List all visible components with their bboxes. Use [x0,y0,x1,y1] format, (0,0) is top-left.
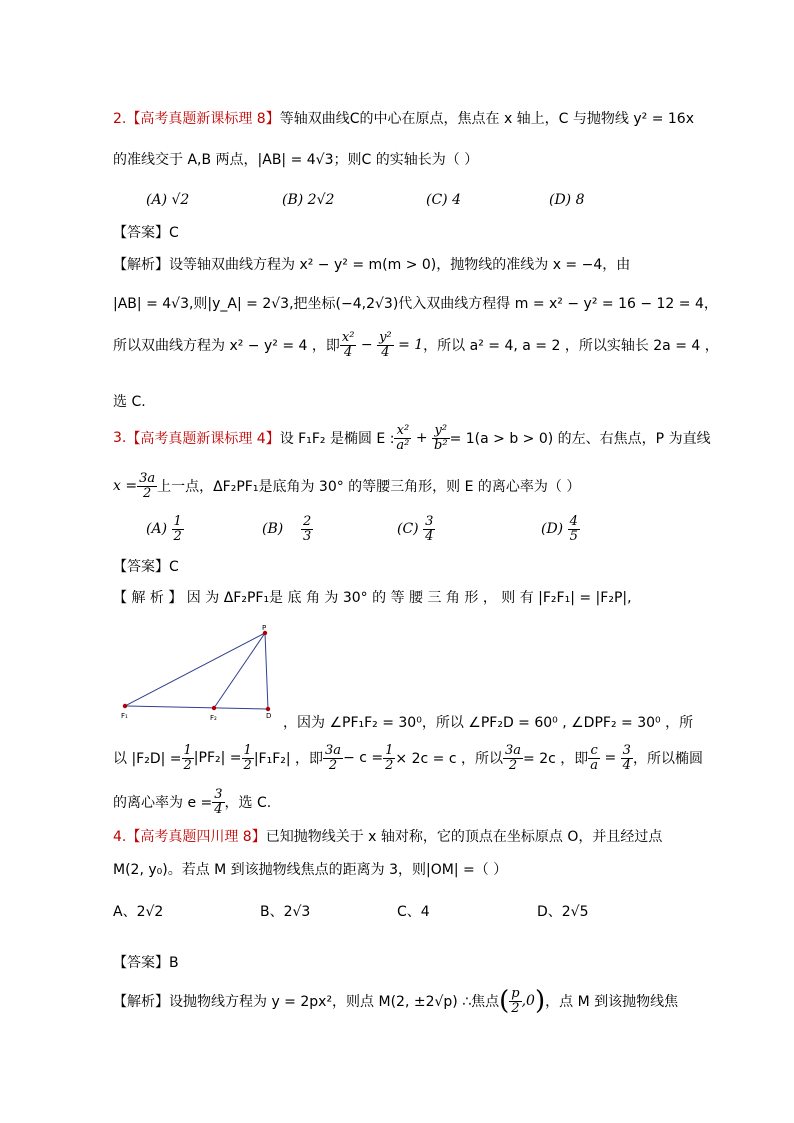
fraction-y2-over-b2 [432,424,450,452]
q4-header [113,826,662,846]
point-f1 [123,704,127,708]
q3-exp3-b: |PF₂| = [193,750,242,767]
frac-den: 3 [303,528,312,544]
frac-num: 3 [214,787,223,802]
q2-option-a[interactable]: (A) √2 [146,192,190,208]
fraction-c-over-a [588,744,600,772]
q2-source: 【高考真题新课标理 8】 [126,111,280,127]
q3-stem-line1-b: = 1(a > b > 0) 的左、右焦点，P 为直线 [449,431,711,448]
fraction-3-over-4 [621,744,633,772]
line-f1-p [125,633,265,706]
option-label: (B) [262,521,284,538]
q2-option-b[interactable]: (B) 2√2 [282,192,335,208]
fraction-3a-over-2 [137,472,157,500]
q3-header [113,424,711,452]
frac-den: a² [396,437,410,453]
line-p-d [265,633,268,709]
q3-stem-line2 [113,472,580,500]
q3-explanation-line2: ，因为 ∠PF₁F₂ = 30⁰，所以 ∠PF₂D = 60⁰ , ∠DPF₂ = 30⁰ ，所 [283,715,694,731]
q3-option-d[interactable] [541,515,580,543]
frac-num: 3a [325,743,342,758]
frac-num: 1 [183,743,192,758]
frac-den: 2 [173,528,182,544]
frac-den: 4 [214,801,223,817]
label-f1: F₁ [121,712,128,720]
minus-sign: − [356,337,378,354]
fraction-3a-over-2 [503,744,523,772]
q3-explanation-line4 [113,788,271,816]
plus-sign: + [411,430,433,447]
point-d [266,707,270,711]
point-f2 [212,706,216,710]
frac-den: 4 [622,757,631,773]
q2-stem-line2: 的准线交于 A,B 两点，|AB| = 4√3；则C 的实轴长为（ ） [113,152,479,168]
equals-one: = 1 [393,337,424,354]
q3-option-b[interactable] [262,515,313,543]
q2-number: 2. [113,111,127,127]
q3-explanation-line3 [113,744,703,772]
q4-exp1-a: 【解析】设抛物线方程为 y = 2px²，则点 M(2, ±2√p) ∴焦点 [113,994,500,1010]
frac-num: y² [379,330,392,345]
frac-den: 2 [508,757,518,773]
equals-sign: = [600,750,621,767]
fraction-x2-over-a2 [394,424,411,452]
frac-num: 3a [504,743,522,758]
q2-explanation-line1: 【解析】设等轴双曲线方程为 x² − y² = m(m > 0)，抛物线的准线为 x = −4，由 [113,257,631,273]
q2-answer: 【答案】C [113,225,179,241]
option-fraction [172,515,184,543]
label-p: P [262,624,267,632]
option-label: (A) [146,521,168,538]
fraction-x2-over-4 [340,331,357,359]
q2-header [113,108,694,128]
q3-exp3-a: 以 |F₂D| = [113,751,182,768]
frac-num: 4 [569,514,578,529]
frac-den: 2 [243,757,252,773]
q2-option-c[interactable]: (C) 4 [426,192,461,208]
frac-num: c [588,744,600,759]
option-label: (D) [541,521,564,538]
q4-option-d[interactable]: D、2√5 [537,904,589,920]
q4-option-a[interactable]: A、2√2 [113,904,164,920]
q3-exp3-c: |F₁F₂| ，即 [253,751,324,768]
q3-source: 【高考真题新课标理 4】 [126,431,280,448]
fraction-1-over-2 [242,744,254,772]
frac-den: 2 [183,757,192,773]
left-paren: ( [499,986,510,1016]
q3-stem-line2-a: x = [113,478,138,495]
q3-explanation-line1: 【 解 析 】 因 为 ΔF₂PF₁是 底 角 为 30° 的 等 腰 三 角 形 ， 则 有 |F₂F₁| = |F₂P|, [113,590,632,606]
q3-exp3-g: ，所以椭圆 [632,751,703,768]
q2-exp3-text-a: 所以双曲线方程为 x² − y² = 4 ，即 [113,338,340,355]
frac-den: 2 [142,485,152,501]
q3-option-a[interactable] [146,515,184,543]
frac-den: b² [434,437,448,453]
q3-exp4-a: 的离心率为 e = [113,795,213,812]
fraction-3a-over-2 [323,744,343,772]
q4-exp1-b: ，点 M 到该抛物线焦 [545,994,679,1010]
q2-stem-line1: 等轴双曲线C的中心在原点，焦点在 x 轴上，C 与抛物线 y² = 16x [279,111,694,127]
line-f2-p [214,633,265,708]
frac-den: 4 [425,528,434,544]
q3-stem-line1-a: 设 F₁F₂ 是椭圆 E : [279,431,395,448]
q4-number: 4. [113,829,127,845]
q3-number: 3. [113,430,127,447]
frac-den: 4 [344,344,353,360]
q3-option-c[interactable] [397,515,435,543]
option-fraction [568,515,580,543]
frac-num: 3a [139,471,156,486]
q2-explanation-line3 [113,331,719,359]
q3-exp3-f: = 2c ，即 [523,751,589,768]
frac-num: 3 [622,743,631,758]
fraction-1-over-2 [383,744,395,772]
frac-num: x² [394,424,411,439]
frac-num: 2 [303,514,312,529]
q4-stem-line1: 已知抛物线关于 x 轴对称，它的顶点在坐标原点 O，并且经过点 [265,829,663,845]
fraction-3-over-4 [212,788,224,816]
q2-explanation-line2: |AB| = 4√3,则|y_A| = 2√3,把坐标(−4,2√3)代入双曲线方程得 m = x² − y² = 16 − 12 = 4， [113,296,718,312]
q4-option-b[interactable]: B、2√3 [260,904,311,920]
fraction-p-over-2 [509,987,521,1015]
option-fraction [301,515,313,543]
q3-stem-line2-b: 上一点，ΔF₂PF₁是底角为 30° 的等腰三角形，则 E 的离心率为（ ） [157,479,581,496]
frac-num: 3 [425,514,434,529]
comma-zero: ,0 [521,993,535,1009]
label-d: D [266,712,272,720]
frac-den: 2 [328,757,338,773]
frac-den: 5 [569,528,578,544]
q3-exp3-e: × 2c = c ，所以 [395,751,503,768]
q4-explanation-line1 [113,986,678,1016]
triangle-figure [112,624,282,724]
frac-num: 1 [173,514,182,529]
q3-exp3-d: − c = [343,750,384,767]
q2-exp3-text-b: ，所以 a² = 4, a = 2 ，所以实轴长 2a = 4 ， [423,338,719,355]
q3-answer: 【答案】C [113,559,179,575]
q4-answer: 【答案】B [113,955,179,971]
option-fraction [423,515,435,543]
q2-explanation-line4: 选 C. [113,394,146,410]
frac-den: 2 [511,1000,520,1016]
right-paren: ) [534,986,546,1016]
q4-stem-line2: M(2, y₀)。若点 M 到该抛物线焦点的距离为 3，则|OM| =（ ） [113,862,508,878]
frac-den: 2 [385,757,394,773]
frac-num: p [511,985,520,1001]
frac-num: 1 [243,743,252,758]
frac-num: 1 [385,743,394,758]
option-label: (C) [397,521,419,538]
frac-num: x² [341,330,355,345]
frac-den: a [590,757,599,773]
q2-option-d[interactable]: (D) 8 [549,192,585,208]
frac-num: y² [432,424,450,439]
fraction-y2-over-4 [377,331,394,359]
line-f1-d [125,706,268,709]
frac-den: 4 [381,344,390,360]
q4-source: 【高考真题四川理 8】 [126,829,266,845]
label-f2: F₂ [210,714,217,722]
q4-option-c[interactable]: C、4 [397,904,430,920]
fraction-1-over-2 [182,744,194,772]
q3-exp4-b: ，选 C. [224,795,272,812]
